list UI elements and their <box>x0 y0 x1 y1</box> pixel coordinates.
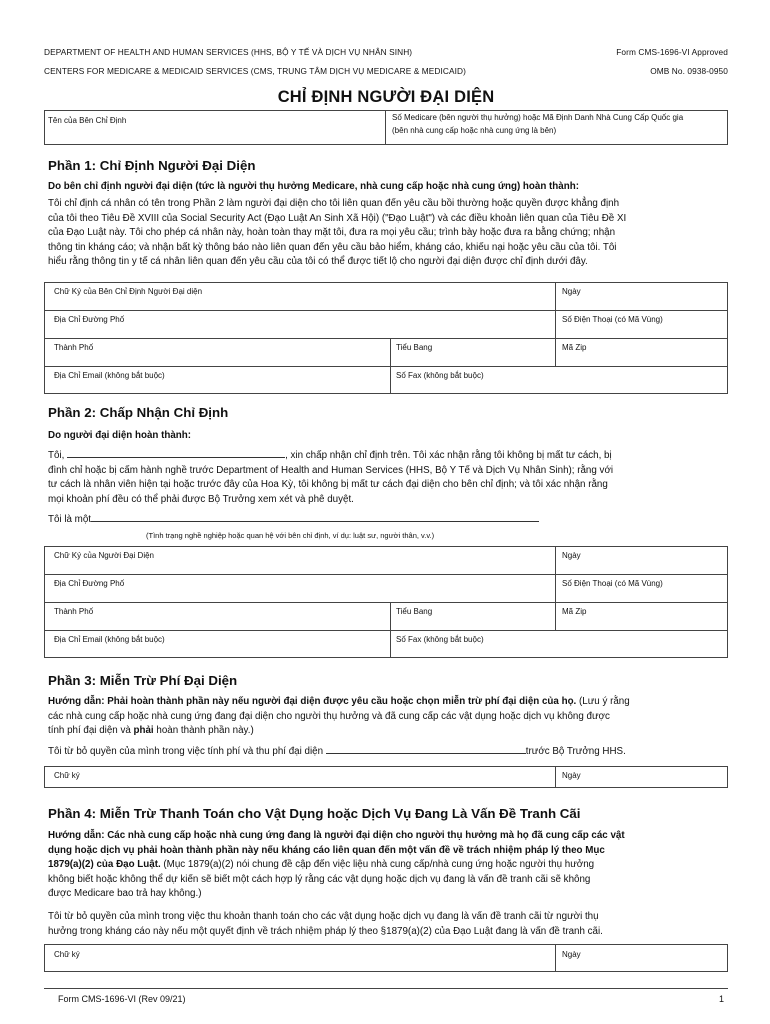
part4-line: được Medicare bao trả hay không.) <box>48 888 202 900</box>
part4-heading: Phần 4: Miễn Trừ Thanh Toán cho Vật Dụng hoặc Dịch Vụ Đang Là Vấn Đề Tranh Cãi <box>48 806 581 821</box>
col-divider <box>555 766 556 788</box>
waiver-fee-input[interactable] <box>326 753 526 754</box>
medicare-number-note: (bên nhà cung cấp hoặc nhà cung ứng là bên) <box>392 126 557 135</box>
bold-text: Hướng dẫn: Phải hoàn thành phần này nếu người đại diện được yêu cầu hoặc chọn miễn trừ phí đại diện của họ. <box>48 696 577 707</box>
part2-line: đình chỉ hoặc bị cấm hành nghề trước Department of Health and Human Services (HHS, Bộ Y Tế và Dịch Vụ Nhân Sinh); rằng với <box>48 464 614 476</box>
row-divider <box>44 310 728 311</box>
omb-number: OMB No. 0938-0950 <box>650 66 728 76</box>
part3-line <box>48 724 728 739</box>
row-divider <box>44 338 728 339</box>
part4-instructions <box>48 829 728 902</box>
part2-state-field[interactable]: Tiểu Bang <box>396 607 433 616</box>
part2-phone-field[interactable]: Số Điện Thoại (có Mã Vùng) <box>562 579 663 588</box>
row-divider <box>44 602 728 603</box>
page-number: 1 <box>718 994 724 1004</box>
part4-signature-table <box>44 944 728 972</box>
department-header: DEPARTMENT OF HEALTH AND HUMAN SERVICES (HHS, BỘ Y TẾ VÀ DỊCH VỤ NHÂN SINH) <box>44 47 413 57</box>
part3-line: các nhà cung cấp hoặc nhà cung ứng đang đại diện cho người thụ hưởng và đã cung cấp các vật dụng hoặc dịch vụ không được <box>48 710 610 722</box>
part2-subheading: Do người đại diện hoàn thành: <box>48 430 192 441</box>
part1-phone-field[interactable]: Số Điện Thoại (có Mã Vùng) <box>562 315 663 324</box>
part2-street-field[interactable]: Địa Chỉ Đường Phố <box>54 579 125 588</box>
part4-line <box>48 858 728 873</box>
part1-line: của tôi theo Tiêu Đề XVIII của Social Security Act (Đạo Luật An Sinh Xã Hội) ("Đạo Luật") và các điều khoản liên quan của Tiêu Đề XI <box>48 212 627 224</box>
part2-fax-field[interactable]: Số Fax (không bắt buộc) <box>396 635 484 644</box>
form-number: Form CMS-1696-VI (Rev 09/21) <box>58 994 186 1004</box>
text: Tôi từ bỏ quyền của mình trong việc tính phí và thu phí đại diện <box>48 746 324 757</box>
col-divider <box>390 338 391 394</box>
part3-date-field[interactable]: Ngày <box>562 771 581 780</box>
footer-divider <box>44 988 728 989</box>
text: hoàn thành phần này.) <box>153 725 254 737</box>
part1-line: thông tin kháng cáo; và nhận bất kỳ thông báo nào liên quan đến yêu cầu bảo hiểm, kháng cáo, khiếu nại hoặc yêu cầu của tôi. Tôi <box>48 241 617 253</box>
col-divider <box>555 546 556 630</box>
part3-heading: Phần 3: Miễn Trừ Phí Đại Diện <box>48 673 238 688</box>
part2-line: tư cách là nhân viên hiện tại hoặc trước đây của Hoa Kỳ, tôi không bị mất tư cách đại diện cho bên chỉ định; và tôi xác nhận rằng <box>48 479 608 491</box>
part1-signature-field[interactable]: Chữ Ký của Bên Chỉ Định Người Đại diện <box>54 287 203 296</box>
text: Tôi, <box>48 450 65 461</box>
part4-signature-field[interactable]: Chữ ký <box>54 950 80 959</box>
part3-instruction-line <box>48 695 728 710</box>
bold-text: 1879(a)(2) của Đạo Luật. <box>48 859 161 871</box>
row-divider <box>44 630 728 631</box>
part4-line: dụng hoặc dịch vụ phải hoàn thành phần này nếu kháng cáo liên quan đến một vấn đề về trách nhiệm pháp lý theo Mục <box>48 844 605 856</box>
part2-zip-field[interactable]: Mã Zip <box>562 607 587 616</box>
part1-fax-field[interactable]: Số Fax (không bắt buộc) <box>396 371 484 380</box>
part2-line: mọi khoản phí đều có thể phải được Bộ Trưởng xem xét và phê duyệt. <box>48 493 354 505</box>
part1-date-field[interactable]: Ngày <box>562 287 581 296</box>
col-divider <box>555 282 556 366</box>
part4-waiver-line: hưởng trong kháng cáo này nếu một quyết định về trách nhiệm pháp lý theo §1879(a)(2) của Đạo Luật đang là vấn đề tranh cãi. <box>48 925 603 937</box>
col-divider <box>390 602 391 658</box>
part2-body <box>48 449 728 507</box>
part1-body <box>48 197 728 270</box>
part4-date-field[interactable]: Ngày <box>562 950 581 959</box>
part4-line: không biết hoặc không thể dự kiến sẽ biết một cách hợp lý rằng các vật dụng hoặc dịch vụ đang là vấn đề tranh cãi sẽ không <box>48 873 591 885</box>
text: (Lưu ý rằng <box>576 696 630 707</box>
part3-signature-table <box>44 766 728 788</box>
part2-email-field[interactable]: Địa Chỉ Email (không bắt buộc) <box>54 635 165 644</box>
part3-waiver-line <box>48 745 626 760</box>
grantor-name-field[interactable] <box>48 126 380 142</box>
row-divider <box>44 574 728 575</box>
grantor-name-label: Tên của Bên Chỉ Định <box>48 116 127 125</box>
part3-signature-field[interactable]: Chữ ký <box>54 771 80 780</box>
part4-waiver <box>48 910 728 939</box>
part1-street-field[interactable]: Địa Chỉ Đường Phố <box>54 315 125 324</box>
part1-line: của Đạo Luật này. Tôi cho phép cá nhân này, hoàn toàn thay mặt tôi, đưa ra mọi yêu cầu; trình bày hoặc đưa ra bằng chứng; nhận <box>48 227 616 239</box>
agency-header: CENTERS FOR MEDICARE & MEDICAID SERVICES (CMS, TRUNG TÂM DỊCH VỤ MEDICARE & MEDICAID) <box>44 66 467 76</box>
text: (Mục 1879(a)(2) nói chung đề cập đến việc liệu nhà cung cấp/nhà cung ứng hoặc người thụ hưởng <box>160 859 595 871</box>
part3-instructions <box>48 695 728 739</box>
divider <box>385 110 386 145</box>
part1-line: hiểu rằng thông tin y tế cá nhân liên quan đến yêu cầu của tôi có thể được tiết lộ cho người đại diện được chỉ định dưới đây. <box>48 256 588 268</box>
part2-acceptance-line <box>48 449 728 464</box>
text: , xin chấp nhận chỉ định trên. Tôi xác nhận rằng tôi không bị mất tư cách, bị <box>285 450 612 461</box>
relation-line <box>48 513 539 528</box>
part2-signature-field[interactable]: Chữ Ký của Người Đại Diện <box>54 551 154 560</box>
relationship-input[interactable] <box>91 521 539 522</box>
part2-date-field[interactable]: Ngày <box>562 551 581 560</box>
col-divider <box>555 944 556 972</box>
part1-line: Tôi chỉ định cá nhân có tên trong Phần 2 làm người đại diện cho tôi liên quan đến yêu cầu bồi thường hoặc quyền được khẳng định <box>48 198 620 209</box>
form-approved-label: Form CMS-1696-VI Approved <box>616 47 728 57</box>
part2-city-field[interactable]: Thành Phố <box>54 607 94 616</box>
text: trước Bộ Trưởng HHS. <box>525 746 626 757</box>
relationship-note: (Tình trạng nghề nghiệp hoặc quan hệ với bên chỉ định, ví dụ: luật sư, người thân, v.v.) <box>146 531 435 540</box>
part1-heading: Phần 1: Chỉ Định Người Đại Diện <box>48 158 256 173</box>
text: tính phí đại diện và <box>48 725 134 737</box>
representative-name-input[interactable] <box>67 457 285 458</box>
form-title: CHỈ ĐỊNH NGƯỜI ĐẠI DIỆN <box>277 88 495 106</box>
part1-city-field[interactable]: Thành Phố <box>54 343 94 352</box>
text: Tôi là một <box>48 514 92 525</box>
part1-email-field[interactable]: Địa Chỉ Email (không bắt buộc) <box>54 371 165 380</box>
part1-zip-field[interactable]: Mã Zip <box>562 343 587 352</box>
part1-subheading: Do bên chỉ định người đại diện (tức là người thụ hưởng Medicare, nhà cung cấp hoặc nhà cung ứng) hoàn thành: <box>48 181 579 192</box>
part2-heading: Phần 2: Chấp Nhận Chỉ Định <box>48 405 229 420</box>
bold-text: phải <box>133 725 154 737</box>
part4-waiver-line: Tôi từ bỏ quyền của mình trong việc thu khoản thanh toán cho các vật dụng hoặc dịch vụ đang là vấn đề tranh cãi từ người thụ <box>48 911 599 922</box>
row-divider <box>44 366 728 367</box>
medicare-number-label: Số Medicare (bên người thụ hưởng) hoặc Mã Định Danh Nhà Cung Cấp Quốc gia <box>392 113 684 122</box>
part1-state-field[interactable]: Tiểu Bang <box>396 343 433 352</box>
part4-line: Hướng dẫn: Các nhà cung cấp hoặc nhà cung ứng đang là người đại diện cho người thụ hưởng mà họ đã cung cấp các vật <box>48 830 625 841</box>
